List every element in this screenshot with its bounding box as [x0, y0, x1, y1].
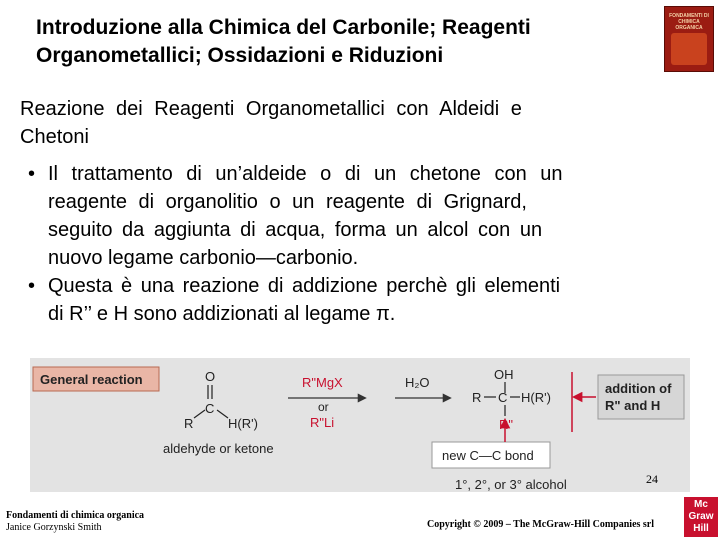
subtitle-line-2: Chetoni	[20, 126, 89, 148]
logo-line-2: Graw	[688, 511, 714, 522]
subtitle-text-1: Reazione dei Reagenti Organometallici con Aldeidi e	[20, 98, 522, 120]
aldehyde-label: aldehyde or ketone	[163, 441, 274, 456]
title-line-2: Organometallici; Ossidazioni e Riduzioni	[36, 44, 444, 67]
bullet2-text-2: di R’’ e H sono addizionati al legame π.	[48, 303, 396, 325]
reagent-or: or	[318, 400, 329, 414]
bullet1-text-2: reagente di organolitio o un reagente di Grignard,	[48, 191, 527, 213]
footer-author: Janice Gorzynski Smith	[6, 522, 102, 533]
alcohol-label: 1°, 2°, or 3° alcohol	[455, 477, 567, 492]
product-r2: R"	[499, 417, 514, 432]
bullet-symbol: •	[28, 163, 36, 185]
carbonyl-o: O	[205, 369, 216, 384]
page-number: 24	[646, 472, 658, 486]
general-reaction-label: General reaction	[40, 372, 143, 387]
reagent-organolithium: R"Li	[310, 415, 335, 430]
bullet1-text-4: nuovo legame carbonio—carbonio.	[48, 247, 359, 269]
reagent-water: H₂O	[405, 375, 430, 390]
carbonyl-c: C	[205, 401, 215, 416]
logo-line-3: Hill	[693, 523, 709, 534]
new-bond-label: new C—C bond	[442, 448, 534, 463]
product-c: C	[498, 390, 508, 405]
bullet-symbol: •	[28, 275, 36, 297]
product-oh: OH	[494, 367, 514, 382]
book-cover-text: FONDAMENTI DI CHIMICA ORGANICA	[669, 13, 709, 31]
title-line-1: Introduzione alla Chimica del Carbonile; Reagenti	[36, 16, 531, 39]
bullet1-text-1: Il trattamento di un’aldeide o di un chetone con un	[48, 163, 563, 185]
product-h: H(R')	[521, 390, 551, 405]
addition-label-1: addition of	[605, 381, 672, 396]
logo-line-1: Mc	[694, 499, 708, 510]
addition-label-2: R" and H	[605, 398, 661, 413]
carbonyl-r: R	[184, 416, 194, 431]
product-r: R	[472, 390, 482, 405]
mcgraw-hill-logo	[684, 497, 718, 537]
carbonyl-h: H(R')	[228, 416, 258, 431]
footer-book-info	[6, 510, 144, 534]
footer-book-title: Fondamenti di chimica organica	[6, 510, 145, 521]
reagent-grignard: R"MgX	[302, 375, 343, 390]
footer-copyright: Copyright © 2009 – The McGraw-Hill Companies srl	[427, 519, 655, 530]
bullet2-text-1: Questa è una reazione di addizione perchè gli elementi	[48, 275, 561, 297]
bullet1-text-3: seguito da aggiunta di acqua, forma un alcol con un	[48, 219, 543, 241]
